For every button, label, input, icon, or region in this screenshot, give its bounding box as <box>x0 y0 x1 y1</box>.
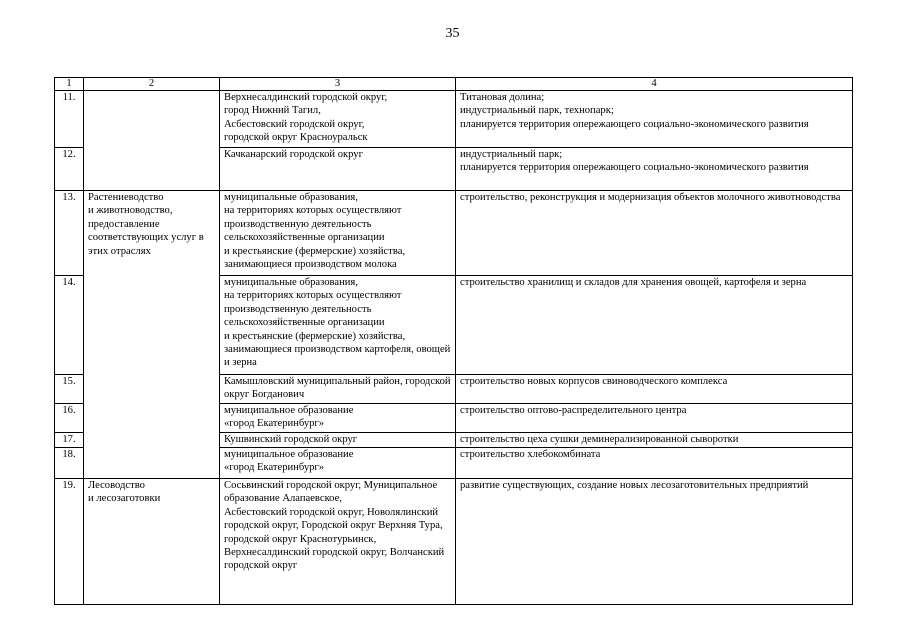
row-number: 19. <box>55 479 84 605</box>
places-cell: Кушвинский городской округ <box>220 433 456 448</box>
column-header: 3 <box>220 78 456 91</box>
table-header-row <box>55 78 853 91</box>
places-cell: Качканарский городской округ <box>220 148 456 191</box>
places-cell: Верхнесалдинский городской округ, город Нижний Тагил, Асбестовский городской округ, городской округ Красноуральск <box>220 91 456 148</box>
description-cell: строительство оптово-распределительного центра <box>456 404 853 433</box>
sector-cell <box>84 91 220 191</box>
row-number: 14. <box>55 276 84 375</box>
description-cell: строительство цеха сушки деминерализированной сыворотки <box>456 433 853 448</box>
sector-cell: Лесоводство и лесозаготовки <box>84 479 220 605</box>
table-row <box>55 191 853 276</box>
places-cell: муниципальное образование «город Екатеринбург» <box>220 404 456 433</box>
description-cell: строительство хранилищ и складов для хранения овощей, картофеля и зерна <box>456 276 853 375</box>
row-number: 11. <box>55 91 84 148</box>
row-number: 12. <box>55 148 84 191</box>
row-number: 16. <box>55 404 84 433</box>
description-cell: строительство, реконструкция и модернизация объектов молочного животноводства <box>456 191 853 276</box>
table-row <box>55 91 853 148</box>
row-number: 18. <box>55 448 84 479</box>
row-number: 13. <box>55 191 84 276</box>
places-cell: Сосьвинский городской округ, Муниципальное образование Алапаевское, Асбестовский городской округ, Новолялинский городской округ, Городской округ Верхняя Тура, городской округ Краснотурьинск, Верхнесалдинский городской округ, Волчанский городской округ <box>220 479 456 605</box>
column-header: 2 <box>84 78 220 91</box>
description-cell: Титановая долина; индустриальный парк, технопарк; планируется территория опережающего социально-экономического развития <box>456 91 853 148</box>
description-cell: строительство хлебокомбината <box>456 448 853 479</box>
row-number: 17. <box>55 433 84 448</box>
sector-cell: Растениеводство и животноводство, предоставление соответствующих услуг в этих отраслях <box>84 191 220 479</box>
table-row <box>55 479 853 605</box>
column-header: 1 <box>55 78 84 91</box>
page-number: 35 <box>445 26 460 41</box>
row-number: 15. <box>55 375 84 404</box>
places-cell: муниципальное образование «город Екатеринбург» <box>220 448 456 479</box>
description-cell: строительство новых корпусов свиноводческого комплекса <box>456 375 853 404</box>
column-header: 4 <box>456 78 853 91</box>
description-cell: развитие существующих, создание новых лесозаготовительных предприятий <box>456 479 853 605</box>
places-cell: муниципальные образования, на территориях которых осуществляют производственную деятельность сельскохозяйственные организации и крестьянские (фермерские) хозяйства, занимающиеся производством картофеля, овощей и зерна <box>220 276 456 375</box>
description-cell: индустриальный парк; планируется территория опережающего социально-экономического развития <box>456 148 853 191</box>
places-cell: Камышловский муниципальный район, городской округ Богданович <box>220 375 456 404</box>
investment-projects-table <box>54 77 853 605</box>
places-cell: муниципальные образования, на территориях которых осуществляют производственную деятельность сельскохозяйственные организации и крестьянские (фермерские) хозяйства, занимающиеся производством молока <box>220 191 456 276</box>
